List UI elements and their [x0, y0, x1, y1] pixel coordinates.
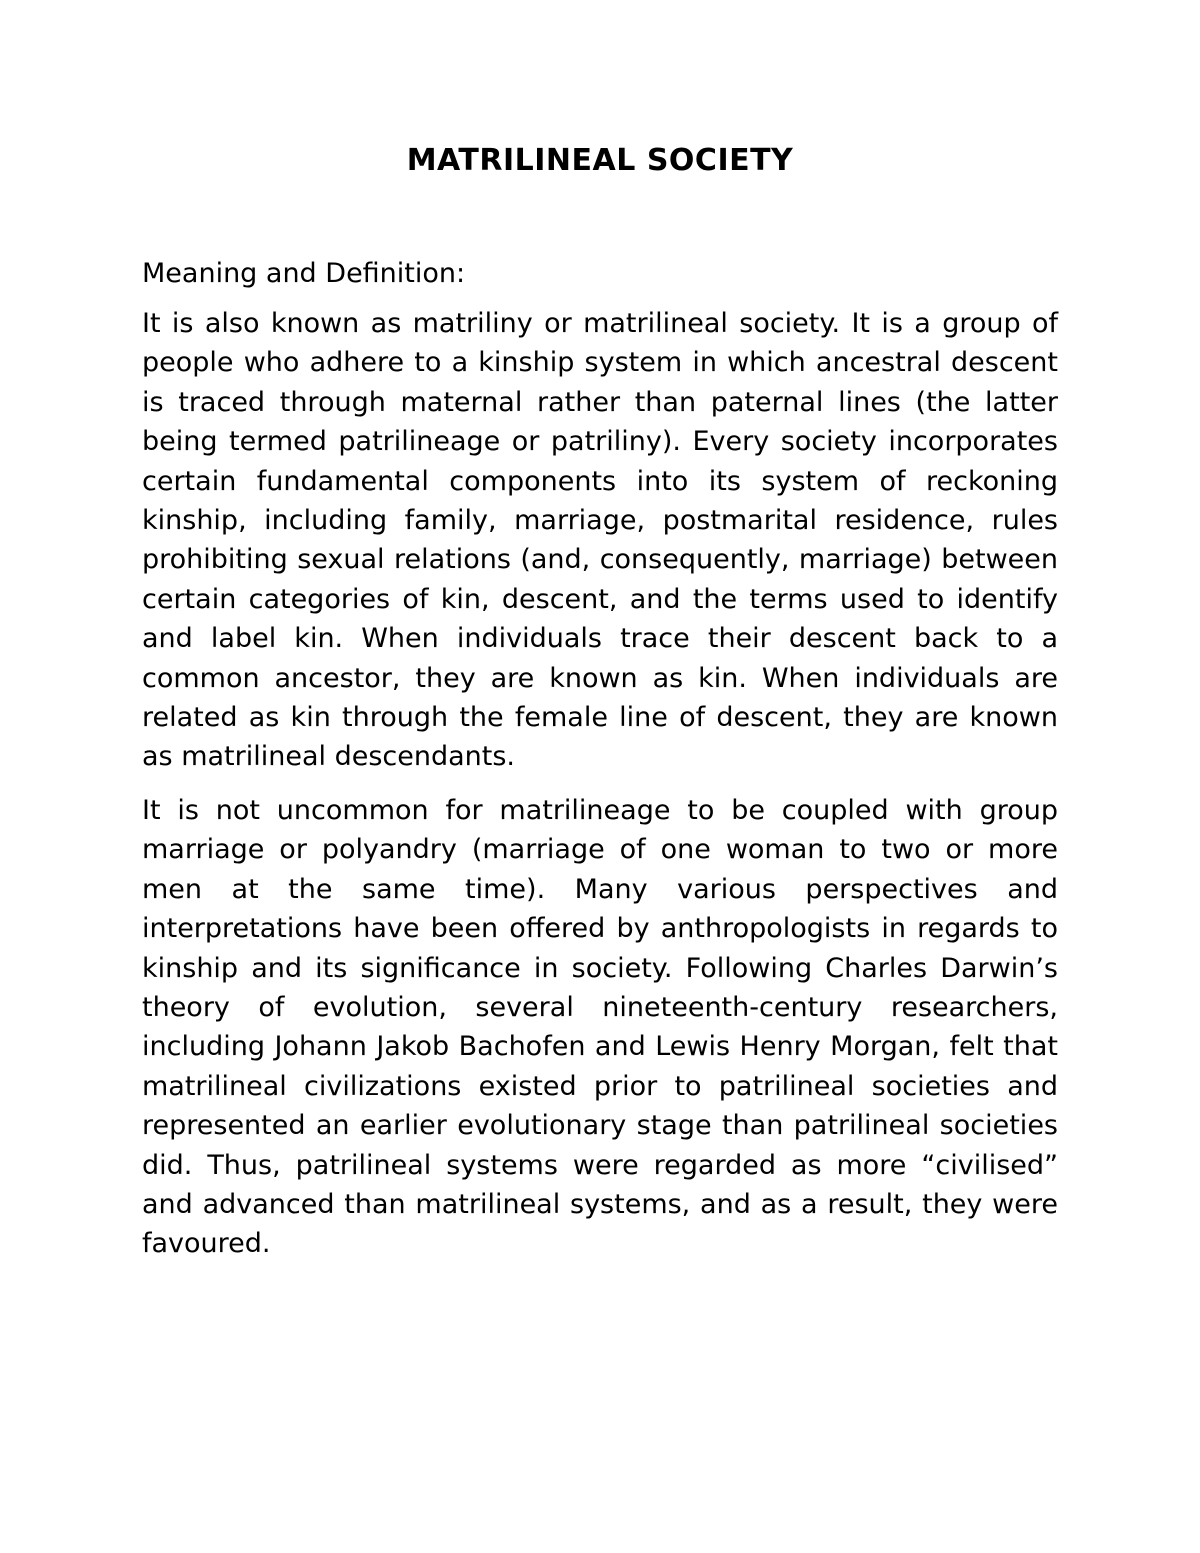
- document-body: [142, 254, 1058, 1278]
- document-title: MATRILINEAL SOCIETY: [406, 143, 794, 178]
- section-heading: Meaning and Definition:: [142, 258, 466, 289]
- paragraph-perspectives: It is not uncommon for matrilineage to be coupled with group marriage or polyandry (marriage of one woman to two or more men at the same time). Many various perspectives and interpretations have been offered by anthropologists in regards to kinship and its significance in society. Following Charles Darwin’s theory of evolution, several nineteenth-century researchers, including Johann Jakob Bachofen and Lewis Henry Morgan, felt that matrilineal civilizations existed prior to patrilineal societies and represented an earlier evolutionary stage than patrilineal societies did. Thus, patrilineal systems were regarded as more “civilised” and advanced than matrilineal systems, and as a result, they were favoured.: [142, 794, 1058, 1260]
- paragraph-definition: It is also known as matriliny or matrilineal society. It is a group of people who adhere to a kinship system in which ancestral descent is traced through maternal rather than paternal lines (the latter being termed patrilineage or patriliny). Every society incorporates certain fundamental components into its system of reckoning kinship, including family, marriage, postmarital residence, rules prohibiting sexual relations (and, consequently, marriage) between certain categories of kin, descent, and the terms used to identify and label kin. When individuals trace their descent back to a common ancestor, they are known as kin. When individuals are related as kin through the female line of descent, they are known as matrilineal descendants.: [142, 308, 1058, 773]
